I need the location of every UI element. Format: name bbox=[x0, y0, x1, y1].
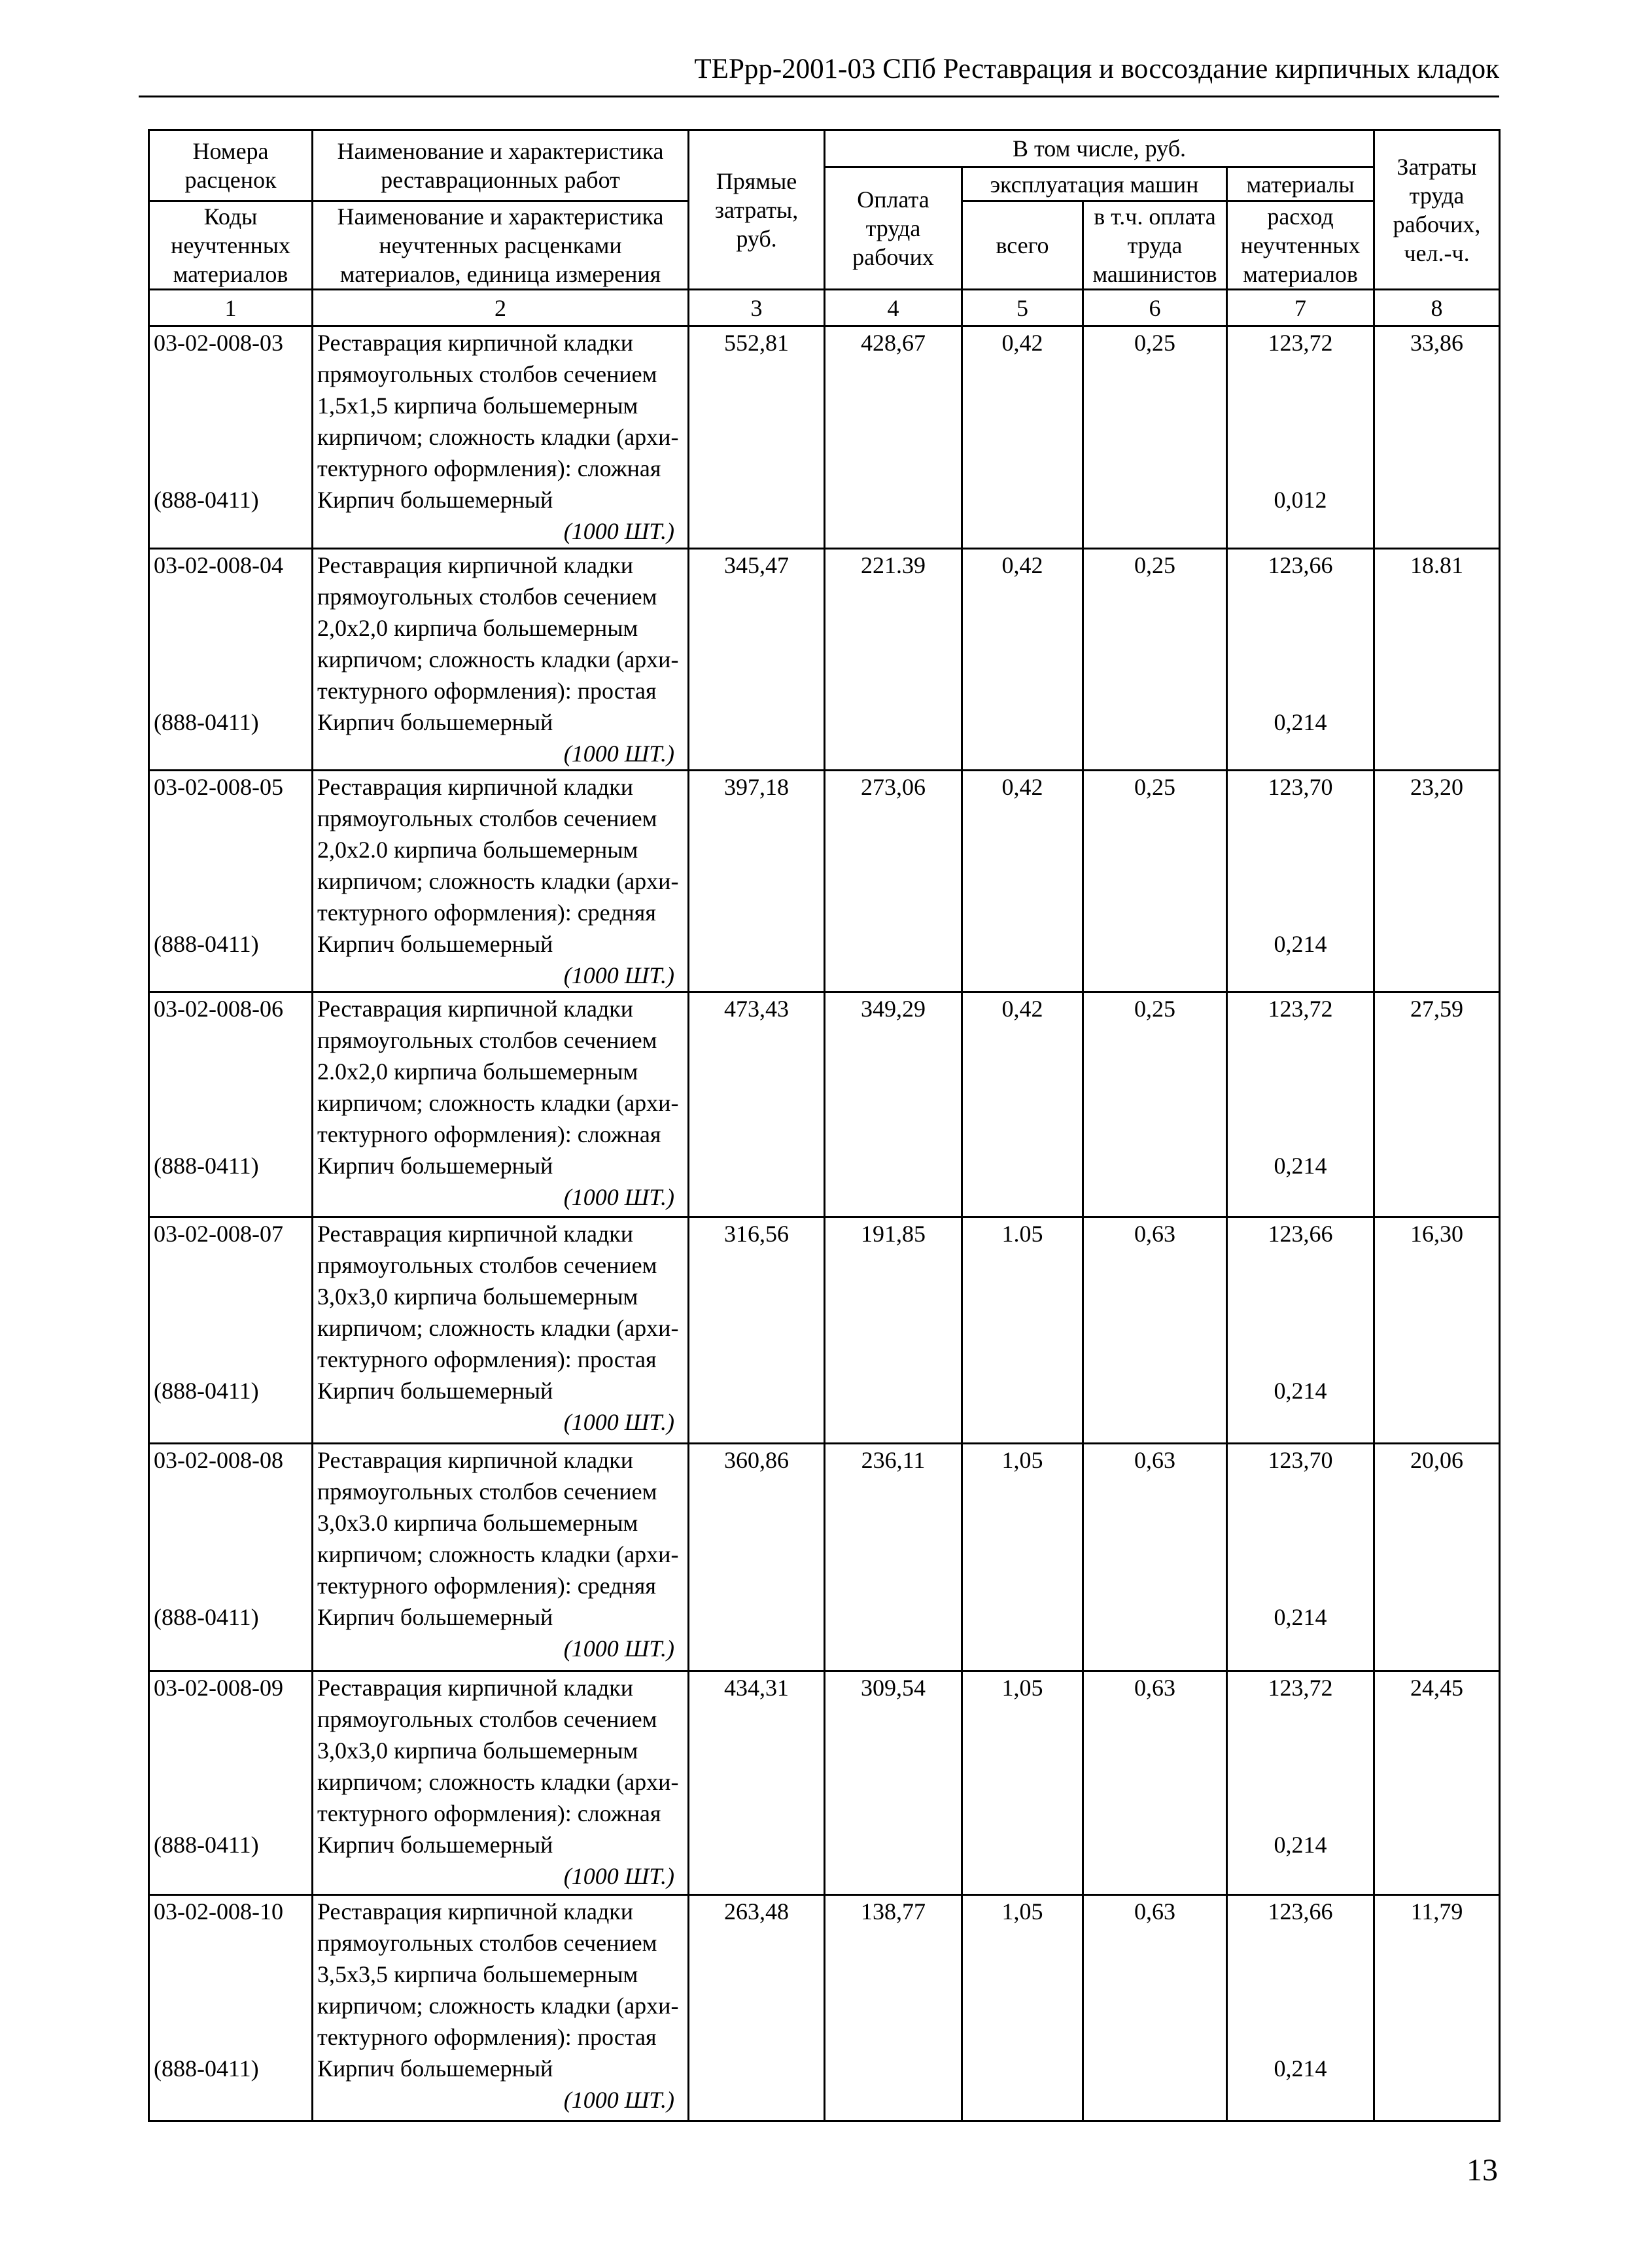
work-description-line: 3,0х3,0 кирпича большемерным bbox=[317, 1737, 638, 1764]
rate-code: 03-02-008-03 bbox=[154, 330, 283, 356]
table-row bbox=[149, 771, 1500, 992]
header-materials: материалы bbox=[1227, 167, 1374, 201]
table-row bbox=[149, 1671, 1500, 1895]
direct-costs-value: 263,48 bbox=[689, 1895, 825, 2121]
work-description-line: прямоугольных столбов сечением bbox=[317, 1706, 657, 1732]
material-quantity: 0,214 bbox=[1274, 709, 1327, 735]
work-description-line: Реставрация кирпичной кладки bbox=[317, 330, 634, 356]
rate-code-cell bbox=[149, 326, 313, 549]
header-material-codes: Коды неучтенных материалов bbox=[149, 201, 313, 290]
material-unit: (1000 ШТ.) bbox=[563, 1635, 674, 1662]
column-number: 5 bbox=[962, 290, 1083, 326]
work-description-line: кирпичом; сложность кладки (архи- bbox=[317, 868, 679, 894]
materials-value: 123,70 bbox=[1268, 1447, 1333, 1473]
table-body bbox=[149, 326, 1500, 2121]
column-number: 6 bbox=[1083, 290, 1227, 326]
machines-total-value: 0,42 bbox=[962, 326, 1083, 549]
work-description-line: тектурного оформления): простая bbox=[317, 678, 657, 704]
work-description-line: Реставрация кирпичной кладки bbox=[317, 1221, 634, 1247]
material-unit: (1000 ШТ.) bbox=[563, 962, 674, 988]
materials-value: 123,70 bbox=[1268, 774, 1333, 800]
work-description-line: кирпичом; сложность кладки (архи- bbox=[317, 424, 679, 450]
work-description-line: прямоугольных столбов сечением bbox=[317, 1930, 657, 1956]
work-description-line: прямоугольных столбов сечением bbox=[317, 805, 657, 831]
table-row bbox=[149, 1217, 1500, 1444]
work-description-line: тектурного оформления): сложная bbox=[317, 1121, 661, 1147]
material-code: (888-0411) bbox=[154, 709, 259, 735]
header-rate-numbers: Номера расценок bbox=[149, 130, 313, 201]
material-quantity: 0,012 bbox=[1274, 487, 1327, 513]
direct-costs-value: 345,47 bbox=[689, 549, 825, 771]
material-quantity: 0,214 bbox=[1274, 1604, 1327, 1630]
worker-pay-value: 191,85 bbox=[825, 1217, 962, 1444]
work-description-line: 3,5х3,5 кирпича большемерным bbox=[317, 1961, 638, 1987]
materials-value: 123,72 bbox=[1268, 1675, 1333, 1701]
work-description-cell bbox=[313, 326, 689, 549]
column-number: 4 bbox=[825, 290, 962, 326]
rate-code-cell bbox=[149, 1444, 313, 1671]
material-unit: (1000 ШТ.) bbox=[563, 1184, 674, 1210]
materials-cell bbox=[1227, 1895, 1374, 2121]
work-description-line: Реставрация кирпичной кладки bbox=[317, 774, 634, 800]
work-description-cell bbox=[313, 1444, 689, 1671]
header-labor-hours: Затраты труда рабочих, чел.-ч. bbox=[1374, 130, 1500, 290]
machines-total-value: 0,42 bbox=[962, 771, 1083, 992]
header-material-names: Наименование и характеристика неучтенных расценками материалов, единица измерения bbox=[313, 201, 689, 290]
machines-total-value: 1,05 bbox=[962, 1895, 1083, 2121]
worker-pay-value: 236,11 bbox=[825, 1444, 962, 1671]
running-header: ТЕРрр-2001-03 СПб Реставрация и воссоздание кирпичных кладок bbox=[694, 54, 1499, 84]
material-name: Кирпич большемерный bbox=[317, 1604, 553, 1630]
material-unit: (1000 ШТ.) bbox=[563, 1863, 674, 1889]
work-description-line: тектурного оформления): средняя bbox=[317, 1573, 656, 1599]
table-row bbox=[149, 326, 1500, 549]
material-unit: (1000 ШТ.) bbox=[563, 741, 674, 767]
work-description-line: прямоугольных столбов сечением bbox=[317, 584, 657, 610]
work-description-line: Реставрация кирпичной кладки bbox=[317, 1675, 634, 1701]
labor-hours-value: 24,45 bbox=[1374, 1671, 1500, 1895]
table-row bbox=[149, 992, 1500, 1217]
materials-value: 123,66 bbox=[1268, 552, 1333, 578]
column-number: 2 bbox=[313, 290, 689, 326]
work-description-line: 3,0х3.0 кирпича большемерным bbox=[317, 1510, 638, 1536]
rate-code: 03-02-008-07 bbox=[154, 1221, 283, 1247]
direct-costs-value: 316,56 bbox=[689, 1217, 825, 1444]
direct-costs-value: 397,18 bbox=[689, 771, 825, 992]
worker-pay-value: 138,77 bbox=[825, 1895, 962, 2121]
material-code: (888-0411) bbox=[154, 1378, 259, 1404]
operator-pay-value: 0,63 bbox=[1083, 1671, 1227, 1895]
work-description-cell bbox=[313, 1217, 689, 1444]
work-description-line: тектурного оформления): сложная bbox=[317, 1800, 661, 1826]
materials-value: 123,72 bbox=[1268, 330, 1333, 356]
column-number: 8 bbox=[1374, 290, 1500, 326]
work-description-cell bbox=[313, 1895, 689, 2121]
material-name: Кирпич большемерный bbox=[317, 487, 553, 513]
material-code: (888-0411) bbox=[154, 931, 259, 957]
column-numbers-row bbox=[149, 290, 1500, 326]
work-description-line: Реставрация кирпичной кладки bbox=[317, 1898, 634, 1925]
material-name: Кирпич большемерный bbox=[317, 709, 553, 735]
work-description-line: прямоугольных столбов сечением bbox=[317, 1478, 657, 1505]
material-name: Кирпич большемерный bbox=[317, 2055, 553, 2082]
worker-pay-value: 428,67 bbox=[825, 326, 962, 549]
material-name: Кирпич большемерный bbox=[317, 1378, 553, 1404]
operator-pay-value: 0,25 bbox=[1083, 549, 1227, 771]
material-name: Кирпич большемерный bbox=[317, 1832, 553, 1858]
worker-pay-value: 273,06 bbox=[825, 771, 962, 992]
table-row bbox=[149, 1444, 1500, 1671]
work-description-cell bbox=[313, 1671, 689, 1895]
operator-pay-value: 0,63 bbox=[1083, 1444, 1227, 1671]
worker-pay-value: 221.39 bbox=[825, 549, 962, 771]
materials-cell bbox=[1227, 1444, 1374, 1671]
work-description-line: 3,0х3,0 кирпича большемерным bbox=[317, 1283, 638, 1310]
material-code: (888-0411) bbox=[154, 487, 259, 513]
work-description-cell bbox=[313, 992, 689, 1217]
work-description-line: кирпичом; сложность кладки (архи- bbox=[317, 1769, 679, 1795]
material-unit: (1000 ШТ.) bbox=[563, 2087, 674, 2113]
header-work-name: Наименование и характеристика реставрационных работ bbox=[313, 130, 689, 201]
operator-pay-value: 0,25 bbox=[1083, 326, 1227, 549]
direct-costs-value: 360,86 bbox=[689, 1444, 825, 1671]
work-description-line: тектурного оформления): простая bbox=[317, 2024, 657, 2050]
rate-code-cell bbox=[149, 1895, 313, 2121]
materials-cell bbox=[1227, 326, 1374, 549]
work-description-line: Реставрация кирпичной кладки bbox=[317, 1447, 634, 1473]
labor-hours-value: 16,30 bbox=[1374, 1217, 1500, 1444]
table-row bbox=[149, 1895, 1500, 2121]
material-unit: (1000 ШТ.) bbox=[563, 1409, 674, 1435]
machines-total-value: 1,05 bbox=[962, 1444, 1083, 1671]
rate-code: 03-02-008-08 bbox=[154, 1447, 283, 1473]
header-direct-costs: Прямые затраты, руб. bbox=[689, 130, 825, 290]
operator-pay-value: 0,25 bbox=[1083, 771, 1227, 992]
rate-code-cell bbox=[149, 549, 313, 771]
material-code: (888-0411) bbox=[154, 1153, 259, 1179]
rates-table bbox=[148, 129, 1501, 2122]
rate-code-cell bbox=[149, 771, 313, 992]
work-description-line: Реставрация кирпичной кладки bbox=[317, 996, 634, 1022]
material-name: Кирпич большемерный bbox=[317, 931, 553, 957]
header-material-usage: расход неучтенных материалов bbox=[1227, 201, 1374, 290]
direct-costs-value: 552,81 bbox=[689, 326, 825, 549]
operator-pay-value: 0,63 bbox=[1083, 1217, 1227, 1444]
material-code: (888-0411) bbox=[154, 2055, 259, 2082]
work-description-line: тектурного оформления): средняя bbox=[317, 899, 656, 926]
rate-code-cell bbox=[149, 1217, 313, 1444]
materials-value: 123,66 bbox=[1268, 1898, 1333, 1925]
materials-cell bbox=[1227, 1671, 1374, 1895]
machines-total-value: 0,42 bbox=[962, 992, 1083, 1217]
labor-hours-value: 23,20 bbox=[1374, 771, 1500, 992]
work-description-line: тектурного оформления): сложная bbox=[317, 455, 661, 481]
machines-total-value: 1,05 bbox=[962, 1671, 1083, 1895]
work-description-cell bbox=[313, 771, 689, 992]
machines-total-value: 0,42 bbox=[962, 549, 1083, 771]
page-number: 13 bbox=[1467, 2153, 1498, 2188]
work-description-line: тектурного оформления): простая bbox=[317, 1346, 657, 1372]
table-row bbox=[149, 549, 1500, 771]
operator-pay-value: 0,63 bbox=[1083, 1895, 1227, 2121]
rate-code-cell bbox=[149, 992, 313, 1217]
header-including: В том числе, руб. bbox=[825, 130, 1374, 167]
material-quantity: 0,214 bbox=[1274, 2055, 1327, 2082]
header-machines-total: всего bbox=[962, 201, 1083, 290]
work-description-line: прямоугольных столбов сечением bbox=[317, 1027, 657, 1053]
labor-hours-value: 33,86 bbox=[1374, 326, 1500, 549]
materials-cell bbox=[1227, 992, 1374, 1217]
work-description-line: Реставрация кирпичной кладки bbox=[317, 552, 634, 578]
rate-code: 03-02-008-10 bbox=[154, 1898, 283, 1925]
materials-cell bbox=[1227, 549, 1374, 771]
labor-hours-value: 27,59 bbox=[1374, 992, 1500, 1217]
material-name: Кирпич большемерный bbox=[317, 1153, 553, 1179]
work-description-line: 2,0х2.0 кирпича большемерным bbox=[317, 837, 638, 863]
column-number: 7 bbox=[1227, 290, 1374, 326]
rate-code: 03-02-008-06 bbox=[154, 996, 283, 1022]
column-number: 3 bbox=[689, 290, 825, 326]
work-description-line: прямоугольных столбов сечением bbox=[317, 1252, 657, 1278]
rate-code-cell bbox=[149, 1671, 313, 1895]
material-unit: (1000 ШТ.) bbox=[563, 518, 674, 544]
rate-code: 03-02-008-09 bbox=[154, 1675, 283, 1701]
table-header bbox=[149, 130, 1500, 326]
header-worker-pay: Оплата труда рабочих bbox=[825, 167, 962, 290]
work-description-line: кирпичом; сложность кладки (архи- bbox=[317, 1993, 679, 2019]
work-description-line: 1,5х1,5 кирпича большемерным bbox=[317, 393, 638, 419]
worker-pay-value: 349,29 bbox=[825, 992, 962, 1217]
labor-hours-value: 18.81 bbox=[1374, 549, 1500, 771]
rate-code: 03-02-008-04 bbox=[154, 552, 283, 578]
header-operator-pay: в т.ч. оплата труда машинистов bbox=[1083, 201, 1227, 290]
column-number: 1 bbox=[149, 290, 313, 326]
labor-hours-value: 20,06 bbox=[1374, 1444, 1500, 1671]
rate-code: 03-02-008-05 bbox=[154, 774, 283, 800]
work-description-line: кирпичом; сложность кладки (архи- bbox=[317, 1315, 679, 1341]
materials-value: 123,66 bbox=[1268, 1221, 1333, 1247]
direct-costs-value: 473,43 bbox=[689, 992, 825, 1217]
material-code: (888-0411) bbox=[154, 1832, 259, 1858]
labor-hours-value: 11,79 bbox=[1374, 1895, 1500, 2121]
work-description-line: кирпичом; сложность кладки (архи- bbox=[317, 1541, 679, 1567]
machines-total-value: 1.05 bbox=[962, 1217, 1083, 1444]
operator-pay-value: 0,25 bbox=[1083, 992, 1227, 1217]
material-quantity: 0,214 bbox=[1274, 1378, 1327, 1404]
work-description-line: кирпичом; сложность кладки (архи- bbox=[317, 646, 679, 672]
material-quantity: 0,214 bbox=[1274, 1153, 1327, 1179]
work-description-cell bbox=[313, 549, 689, 771]
work-description-line: прямоугольных столбов сечением bbox=[317, 361, 657, 387]
direct-costs-value: 434,31 bbox=[689, 1671, 825, 1895]
header-machines: эксплуатация машин bbox=[962, 167, 1227, 201]
materials-cell bbox=[1227, 771, 1374, 992]
material-code: (888-0411) bbox=[154, 1604, 259, 1630]
materials-cell bbox=[1227, 1217, 1374, 1444]
header-rule bbox=[139, 96, 1499, 97]
materials-value: 123,72 bbox=[1268, 996, 1333, 1022]
work-description-line: кирпичом; сложность кладки (архи- bbox=[317, 1090, 679, 1116]
material-quantity: 0,214 bbox=[1274, 931, 1327, 957]
work-description-line: 2.0х2,0 кирпича большемерным bbox=[317, 1058, 638, 1085]
material-quantity: 0,214 bbox=[1274, 1832, 1327, 1858]
worker-pay-value: 309,54 bbox=[825, 1671, 962, 1895]
work-description-line: 2,0х2,0 кирпича большемерным bbox=[317, 615, 638, 641]
